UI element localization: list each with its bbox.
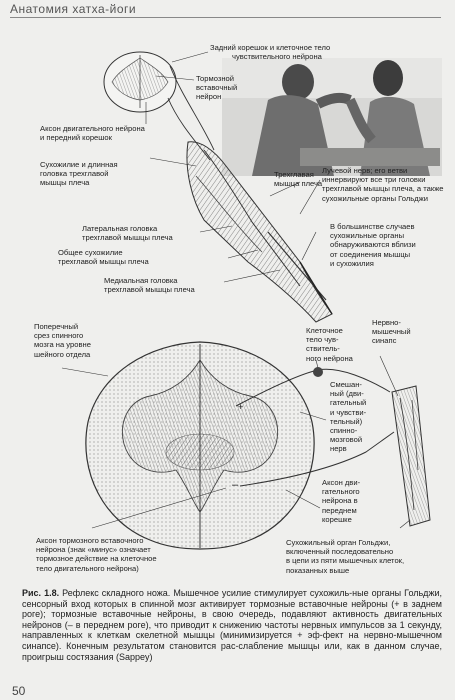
label-inhibitory-axon: Аксон тормозного вставочного нейрона (знак «минус» означает тормозное действие на клеточное тело двигательного нейрона)	[36, 536, 157, 573]
label-triceps: Трехглавая мышца плеча	[274, 170, 323, 189]
caption-text: Рефлекс складного ножа. Мышечное усилие стимулирует сухожиль-ные органы Гольджи, сенсорный вход которых в спинной мозг активирует тормозные вставочные нейроны (+ в заднем роге); тормозные вставочные нейроны, в свою очередь, подавляют активность двигательных нейронов (– в переднем роге), что приводит к снижению частоты нервных импульсов за 1 секунду, направленных к клеткам скелетной мышцы (минимизируется + эф-фект на нервно-мышечном синапсе). Конечным результатом становится рас-слабление мышцы или, как в данном случае, проигрыш состязания (Sappey)	[22, 588, 442, 662]
label-mixed-spinal-nerve: Смешан- ный (дви- гательный и чувстви- тельный) спинно- мозговой нерв	[330, 380, 367, 454]
page-number: 50	[12, 684, 26, 698]
label-golgi-location: В большинстве случаев сухожильные органы обнаруживаются вблизи от соединения мышцы и сухожилия	[330, 222, 416, 268]
label-cross-section: Поперечный срез спинного мозга на уровне шейного отдела	[34, 322, 91, 359]
label-dorsal-root: Задний корешок и клеточное тело чувствительного нейрона	[210, 43, 331, 62]
label-golgi-tendon-organ: Сухожильный орган Гольджи, включенный последовательно в цепи из пяти мышечных клеток, показанных выше	[286, 538, 405, 575]
label-medial-head: Медиальная головка трехглавой мышцы плеча	[104, 276, 195, 295]
label-neuromuscular-synapse: Нервно- мышечный синапс	[372, 318, 411, 346]
large-spinal-section	[86, 342, 314, 549]
small-spinal-section	[104, 52, 176, 112]
label-motor-axon-ventral-root: Аксон двигательного нейрона и передний корешок	[40, 124, 145, 143]
figure-caption	[22, 588, 442, 662]
label-inhibitory-interneuron: Тормозной вставочный нейрон	[196, 74, 238, 102]
sensory-neuron-body	[313, 367, 323, 377]
label-lateral-head: Латеральная головка трехглавой мышцы плеча	[82, 224, 173, 243]
golgi-tendon-organ-drawing	[392, 386, 430, 526]
svg-text:+: +	[238, 402, 244, 412]
arm-wrestling-photo	[222, 58, 442, 176]
label-common-tendon: Общее сухожилие трехглавой мышцы плеча	[58, 248, 149, 267]
label-sensory-cell-body: Клеточное тело чув- ствитель- ного нейрона	[306, 326, 353, 363]
figure-number: Рис. 1.8.	[22, 588, 60, 598]
svg-text:–: –	[232, 479, 239, 491]
label-motor-axon-anterior-root: Аксон дви- гательного нейрона в переднем корешке	[322, 478, 361, 524]
label-radial-nerve: Лучевой нерв; его ветви иннервируют все три головки трехглавой мышцы плеча, а также сухожильные органы Гольджи	[322, 166, 444, 203]
running-header: Анатомия хатха-йоги	[10, 2, 137, 16]
label-tendon-long-head: Сухожилие и длинная головка трехглавой мышцы плеча	[40, 160, 118, 188]
